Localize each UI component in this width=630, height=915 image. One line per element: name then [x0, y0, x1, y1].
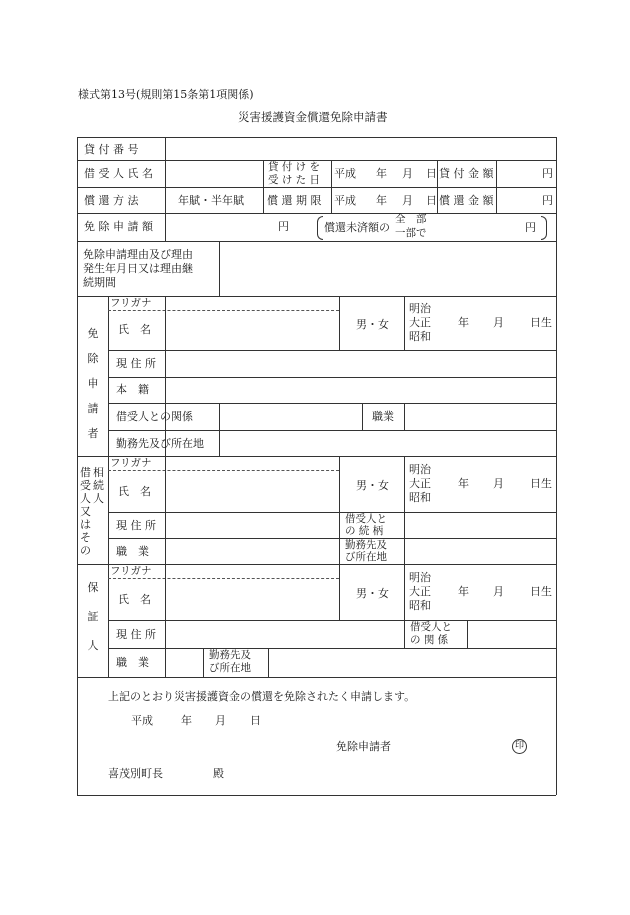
loan-amount-label: 貸 付 金 額	[439, 167, 494, 180]
applicant-job-label: 職業	[372, 410, 394, 423]
applicant-birth-nen: 年	[458, 316, 469, 329]
guarantor-relation-label-1: 借受人と	[410, 621, 452, 633]
exempt-amount-yen: 円	[278, 220, 289, 233]
guarantor-workplace-label-1: 勤務先及	[209, 649, 251, 661]
heir-relation-label-1: 借受人と	[345, 513, 387, 525]
loan-date-label-2: 受 け た 日	[268, 174, 321, 186]
heir-relation-label-2: の 続 柄	[345, 525, 384, 537]
loan-date-heisei: 平成	[334, 167, 356, 180]
guarantor-era-meiji: 明治	[409, 571, 431, 584]
heir-birth-tsuki: 月	[493, 477, 504, 490]
heir-workplace-label-1: 勤務先及	[345, 539, 387, 551]
loan-amount-field[interactable]	[498, 163, 538, 185]
some-part: 一部で	[395, 227, 427, 239]
heir-side-label-2: 相続人	[93, 466, 104, 505]
repay-method-label: 償 還 方 法	[84, 194, 139, 207]
loan-date-label-1: 貸 付 け を	[268, 161, 321, 173]
heir-address-label: 現 住 所	[116, 519, 156, 532]
applicant-domicile-field[interactable]	[167, 380, 553, 401]
repay-amount-field[interactable]	[498, 190, 538, 211]
heir-era-meiji: 明治	[409, 463, 431, 476]
applicant-era-showa: 昭和	[409, 330, 431, 343]
applicant-side-label: 免除申請者	[87, 327, 99, 440]
guarantor-name-field[interactable]	[167, 580, 337, 618]
reason-label-3: 続期間	[83, 276, 116, 289]
guarantor-job-label: 職 業	[116, 656, 149, 669]
heir-sex: 男・女	[356, 479, 389, 492]
heir-address-field[interactable]	[167, 515, 337, 536]
guarantor-address-label: 現 住 所	[116, 628, 156, 641]
heir-side-label-1: 借受人又はその	[80, 466, 91, 557]
guarantor-era-showa: 昭和	[409, 599, 431, 612]
guarantor-job-field[interactable]	[167, 651, 201, 674]
footer-date-tsuki: 月	[215, 714, 226, 727]
left-bracket	[317, 216, 323, 240]
guarantor-birth-nen: 年	[458, 585, 469, 598]
reason-field[interactable]	[222, 244, 553, 293]
applicant-address-field[interactable]	[167, 353, 553, 375]
repay-period-label: 償 還 期 限	[267, 194, 322, 207]
guarantor-relation-field[interactable]	[470, 623, 553, 645]
heir-birth-nen: 年	[458, 477, 469, 490]
repay-period-tsuki: 月	[402, 194, 413, 207]
footer-applicant-label: 免除申請者	[336, 740, 391, 753]
reason-label-2: 発生年月日又は理由継	[83, 262, 193, 275]
loan-date-tsuki: 月	[402, 167, 413, 180]
heir-workplace-field[interactable]	[407, 541, 553, 562]
guarantor-side-label: 保証人	[87, 581, 99, 652]
statement: 上記のとおり災害援護資金の償還を免除されたく申請します。	[108, 690, 416, 703]
loan-date-nen: 年	[376, 167, 387, 180]
applicant-relation-label: 借受人との関係	[116, 410, 193, 423]
applicant-domicile-label: 本 籍	[116, 383, 149, 396]
repay-period-heisei: 平成	[334, 194, 356, 207]
repay-amount-yen: 円	[542, 194, 553, 207]
unpaid-yen: 円	[525, 221, 536, 234]
applicant-job-field[interactable]	[407, 406, 553, 428]
heir-furigana-label: フリガナ	[110, 457, 152, 469]
applicant-era-meiji: 明治	[409, 302, 431, 315]
loan-number-label: 貸 付 番 号	[84, 143, 139, 156]
seal-icon: 印	[512, 739, 527, 754]
applicant-workplace-label: 勤務先及び所在地	[116, 437, 204, 450]
loan-date-hi: 日	[426, 167, 437, 180]
applicant-birth-tsuki: 月	[493, 316, 504, 329]
borrower-name-label: 借 受 人 氏 名	[84, 167, 153, 180]
heir-era-taisho: 大正	[409, 477, 431, 490]
guarantor-era-taisho: 大正	[409, 585, 431, 598]
applicant-address-label: 現 住 所	[116, 357, 156, 370]
form-title: 災害援護資金償還免除申請書	[238, 110, 388, 124]
applicant-relation-field[interactable]	[222, 406, 360, 428]
form-number: 様式第13号(規則第15条第1項関係)	[78, 88, 254, 101]
right-bracket	[541, 216, 547, 240]
loan-number-field[interactable]	[167, 140, 553, 158]
applicant-era-taisho: 大正	[409, 316, 431, 329]
applicant-sex: 男・女	[356, 318, 389, 331]
guarantor-workplace-field[interactable]	[271, 651, 553, 674]
guarantor-birth-tsuki: 月	[493, 585, 504, 598]
addressee: 喜茂別町長	[108, 767, 163, 780]
exempt-amount-field[interactable]	[167, 216, 275, 238]
repay-method-value: 年賦・半年賦	[178, 194, 244, 207]
unpaid-prefix: 償還未済額の	[324, 221, 390, 234]
repay-period-nen: 年	[376, 194, 387, 207]
heir-job-field[interactable]	[167, 541, 337, 562]
exempt-amount-label: 免 除 申 請 額	[84, 220, 153, 233]
guarantor-furigana-label: フリガナ	[110, 565, 152, 577]
heir-birth-day: 日生	[530, 477, 552, 490]
guarantor-relation-label-2: の 関 係	[410, 634, 449, 646]
footer-applicant-field[interactable]	[400, 736, 505, 756]
applicant-furigana-label: フリガナ	[110, 297, 152, 309]
all-part: 全 部	[395, 213, 427, 225]
guarantor-birth-day: 日生	[530, 585, 552, 598]
heir-era-showa: 昭和	[409, 491, 431, 504]
repay-period-hi: 日	[426, 194, 437, 207]
guarantor-address-field[interactable]	[167, 623, 402, 645]
heir-name-label: 氏 名	[118, 485, 151, 498]
applicant-name-field[interactable]	[167, 312, 337, 348]
honorific: 殿	[213, 767, 224, 780]
reason-label-1: 免除申請理由及び理由	[83, 248, 193, 261]
heir-job-label: 職 業	[116, 545, 149, 558]
loan-amount-yen: 円	[542, 167, 553, 180]
applicant-name-label: 氏 名	[118, 323, 151, 336]
applicant-workplace-field[interactable]	[222, 433, 553, 454]
heir-workplace-label-2: び所在地	[345, 551, 387, 563]
borrower-name-field[interactable]	[167, 163, 261, 185]
guarantor-name-label: 氏 名	[118, 593, 151, 606]
applicant-birth-day: 日生	[530, 316, 552, 329]
footer-date-heisei: 平成	[131, 714, 153, 727]
heir-name-field[interactable]	[167, 472, 337, 510]
footer-date-nen: 年	[181, 714, 192, 727]
footer-date-hi: 日	[250, 714, 261, 727]
guarantor-workplace-label-2: び所在地	[209, 662, 251, 674]
repay-amount-label: 償 還 金 額	[439, 194, 494, 207]
guarantor-sex: 男・女	[356, 587, 389, 600]
heir-relation-field[interactable]	[407, 515, 553, 536]
